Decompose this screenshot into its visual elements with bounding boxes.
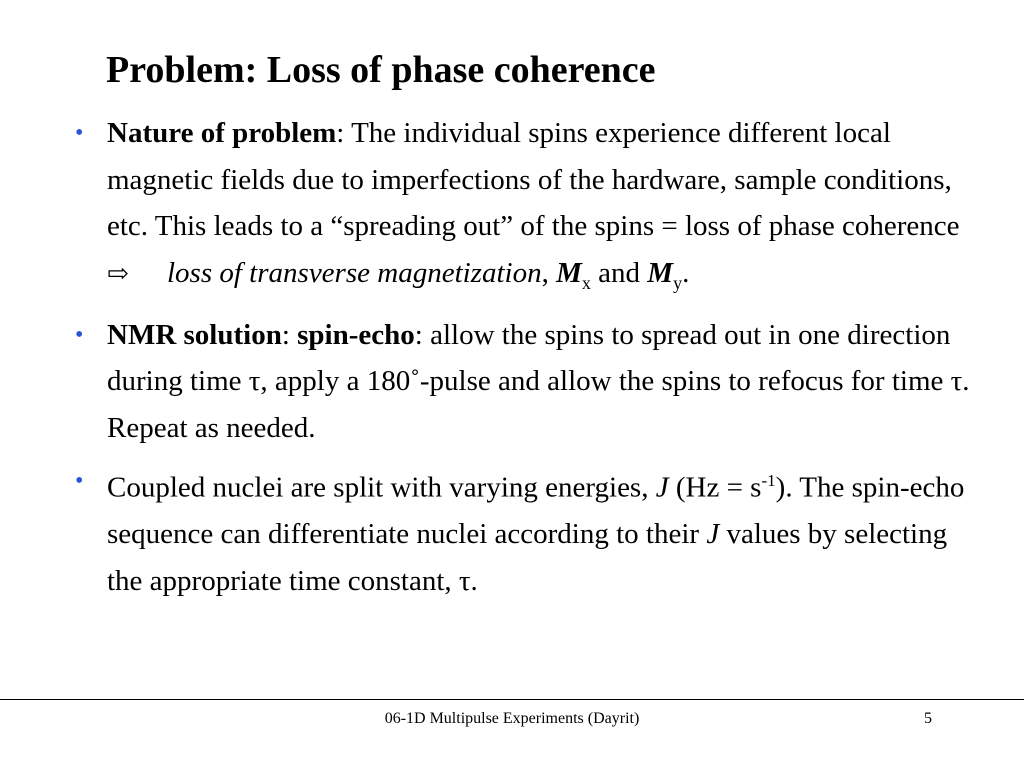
footer-divider	[0, 699, 1024, 700]
symbol-m-y: M	[647, 256, 674, 289]
italic-phrase: loss of transverse magnetization	[167, 256, 542, 289]
symbol-j: J	[655, 471, 669, 504]
period-text: .	[682, 256, 690, 289]
subscript-x: x	[581, 272, 591, 293]
bullet-text-end: values by selecting the appropriate time constant, τ.	[107, 518, 948, 597]
bullet-text-continued: -pulse and allow the spins to refocus for time τ. Repeat as needed.	[107, 365, 970, 444]
comma-text: ,	[541, 256, 557, 289]
bullet-heading: Nature of problem	[107, 117, 337, 149]
symbol-m-x: M	[556, 256, 582, 289]
bullet-nature-of-problem	[70, 110, 970, 306]
bullet-icon: •	[75, 321, 84, 348]
bullet-text: : The individual spins experience different local magnetic fields due to imperfections of the hardware, sample conditions, etc. This leads to a “spreading out” of the spins = loss of phase coherence	[107, 117, 960, 242]
bullet-text: Coupled nuclei are split with varying energies,	[107, 471, 656, 504]
bullet-text: : allow the spins to spread out in one direction during time τ, apply a 180	[107, 318, 951, 398]
bullet-icon: •	[75, 468, 84, 495]
bullet-heading: NMR solution	[107, 318, 282, 351]
bullet-icon: •	[75, 120, 84, 146]
bullet-text-continued: ). The spin-echo sequence can differentiate nuclei according to their	[107, 471, 965, 551]
bullet-text-units: (Hz = s	[668, 471, 762, 504]
and-text: and	[590, 256, 648, 289]
bullet-subheading: spin-echo	[297, 318, 415, 351]
bullet-coupled-nuclei	[70, 458, 970, 604]
slide-title: Problem: Loss of phase coherence	[106, 49, 656, 91]
page-number: 5	[924, 710, 932, 727]
footer-title: 06-1D Multipulse Experiments (Dayrit)	[384, 710, 640, 727]
bullet-list	[70, 110, 970, 604]
symbol-j-second: J	[706, 518, 720, 551]
bullet-nmr-solution	[70, 312, 970, 452]
right-arrow-icon: ⇨	[107, 258, 129, 288]
superscript-minus-one: -1	[761, 471, 776, 491]
subscript-y: y	[673, 272, 683, 293]
degree-symbol: ˚	[410, 365, 420, 398]
colon-text: :	[281, 318, 298, 351]
